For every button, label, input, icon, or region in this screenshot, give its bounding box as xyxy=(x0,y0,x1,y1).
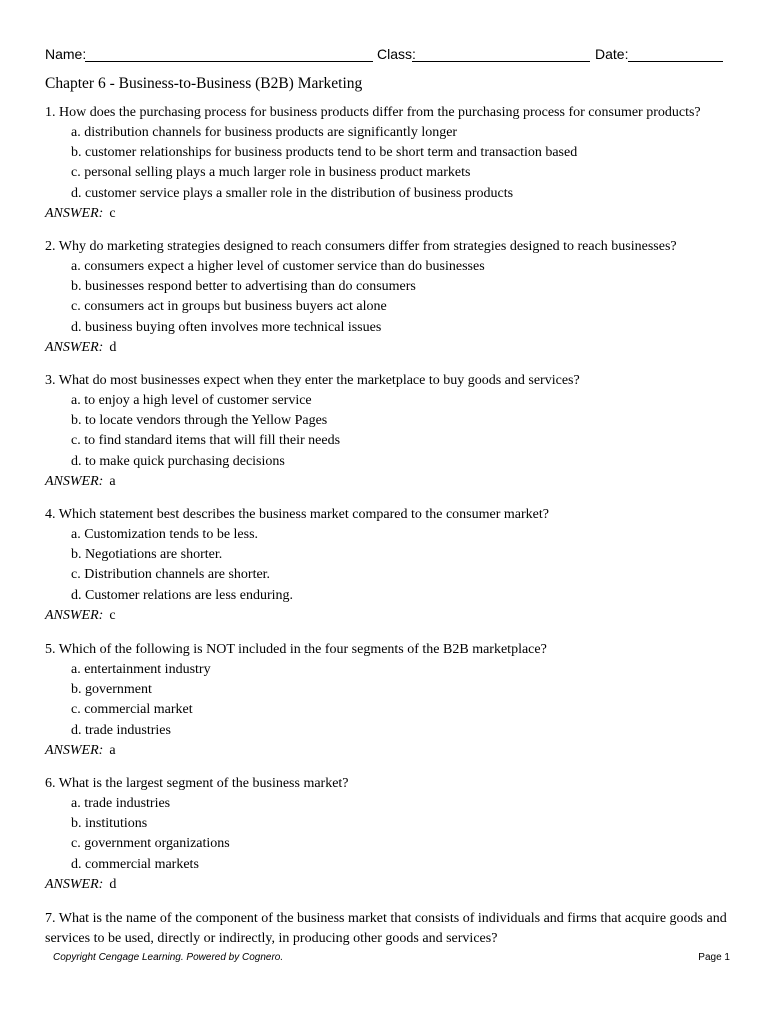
option-c: c. government organizations xyxy=(71,836,230,852)
option-d: d. trade industries xyxy=(71,722,171,738)
option-c: c. personal selling plays a much larger role in business product markets xyxy=(71,165,471,181)
question-2 xyxy=(45,237,735,358)
question-text: 1. How does the purchasing process for business products differ from the purchasing process for consumer products? xyxy=(45,105,701,120)
question-6 xyxy=(45,774,735,895)
option-a: a. entertainment industry xyxy=(71,662,211,677)
answer-value: d xyxy=(109,339,117,355)
answer-line xyxy=(45,338,735,358)
option-b: b. Negotiations are shorter. xyxy=(71,547,223,563)
option-b: b. customer relationships for business products tend to be short term and transaction based xyxy=(71,145,578,161)
student-info-header xyxy=(45,44,728,64)
answer-value: a xyxy=(109,742,116,758)
option-c: c. consumers act in groups but business buyers act alone xyxy=(71,299,387,315)
option-list xyxy=(45,123,735,204)
copyright-footer: Copyright Cengage Learning. Powered by Cognero. xyxy=(53,952,284,963)
answer-label: ANSWER: xyxy=(45,205,104,221)
option-list xyxy=(45,391,735,472)
class-field[interactable] xyxy=(412,61,590,62)
option-b: b. institutions xyxy=(71,816,148,832)
question-5 xyxy=(45,640,735,761)
class-label: Class: xyxy=(377,46,416,62)
option-d: d. Customer relations are less enduring. xyxy=(71,587,294,603)
answer-label: ANSWER: xyxy=(45,473,104,489)
option-d: d. commercial markets xyxy=(71,856,199,872)
answer-label: ANSWER: xyxy=(45,876,104,892)
answer-value: c xyxy=(109,607,116,623)
answer-label: ANSWER: xyxy=(45,742,104,758)
option-d: d. customer service plays a smaller role in the distribution of business products xyxy=(71,185,514,201)
answer-value: a xyxy=(109,473,116,489)
option-d: d. to make quick purchasing decisions xyxy=(71,453,285,469)
answer-line xyxy=(45,606,735,626)
answer-line xyxy=(45,741,735,761)
question-4 xyxy=(45,505,735,626)
option-a: a. distribution channels for business products are significantly longer xyxy=(71,125,458,140)
question-text: 5. Which of the following is NOT included in the four segments of the B2B marketplace? xyxy=(45,642,547,657)
option-list xyxy=(45,794,735,875)
name-field[interactable] xyxy=(85,61,373,62)
answer-line xyxy=(45,472,735,492)
question-text: 7. What is the name of the component of the business market that consists of individuals and firms that acquire goods and services to be used, directly or indirectly, in producing other goods and services? xyxy=(45,911,727,946)
option-list xyxy=(45,525,735,606)
option-c: c. Distribution channels are shorter. xyxy=(71,567,271,583)
option-b: b. businesses respond better to advertising than do consumers xyxy=(71,279,416,295)
option-a: a. to enjoy a high level of customer service xyxy=(71,393,312,408)
option-c: c. to find standard items that will fill their needs xyxy=(71,433,341,449)
chapter-title: Chapter 6 - Business-to-Business (B2B) Marketing xyxy=(45,75,363,92)
option-b: b. government xyxy=(71,682,152,698)
option-a: a. Customization tends to be less. xyxy=(71,527,259,542)
question-7 xyxy=(45,909,735,949)
answer-line xyxy=(45,875,735,895)
question-text: 2. Why do marketing strategies designed to reach consumers differ from strategies designed to reach businesses? xyxy=(45,239,677,254)
option-c: c. commercial market xyxy=(71,702,193,718)
name-label: Name: xyxy=(45,46,87,62)
answer-label: ANSWER: xyxy=(45,607,104,623)
answer-line xyxy=(45,204,735,224)
question-text: 4. Which statement best describes the business market compared to the consumer market? xyxy=(45,507,549,522)
date-label: Date: xyxy=(595,46,629,62)
question-1 xyxy=(45,103,735,224)
page-number: Page 1 xyxy=(698,952,730,963)
question-3 xyxy=(45,371,735,492)
option-list xyxy=(45,257,735,338)
question-text: 6. What is the largest segment of the business market? xyxy=(45,776,349,791)
answer-value: d xyxy=(109,876,117,892)
answer-value: c xyxy=(109,205,116,221)
option-list xyxy=(45,660,735,741)
option-a: a. consumers expect a higher level of customer service than do businesses xyxy=(71,259,485,274)
answer-label: ANSWER: xyxy=(45,339,104,355)
date-field[interactable] xyxy=(628,61,723,62)
option-b: b. to locate vendors through the Yellow Pages xyxy=(71,413,328,429)
option-a: a. trade industries xyxy=(71,796,171,811)
option-d: d. business buying often involves more technical issues xyxy=(71,319,382,335)
question-text: 3. What do most businesses expect when they enter the marketplace to buy goods and services? xyxy=(45,373,580,388)
